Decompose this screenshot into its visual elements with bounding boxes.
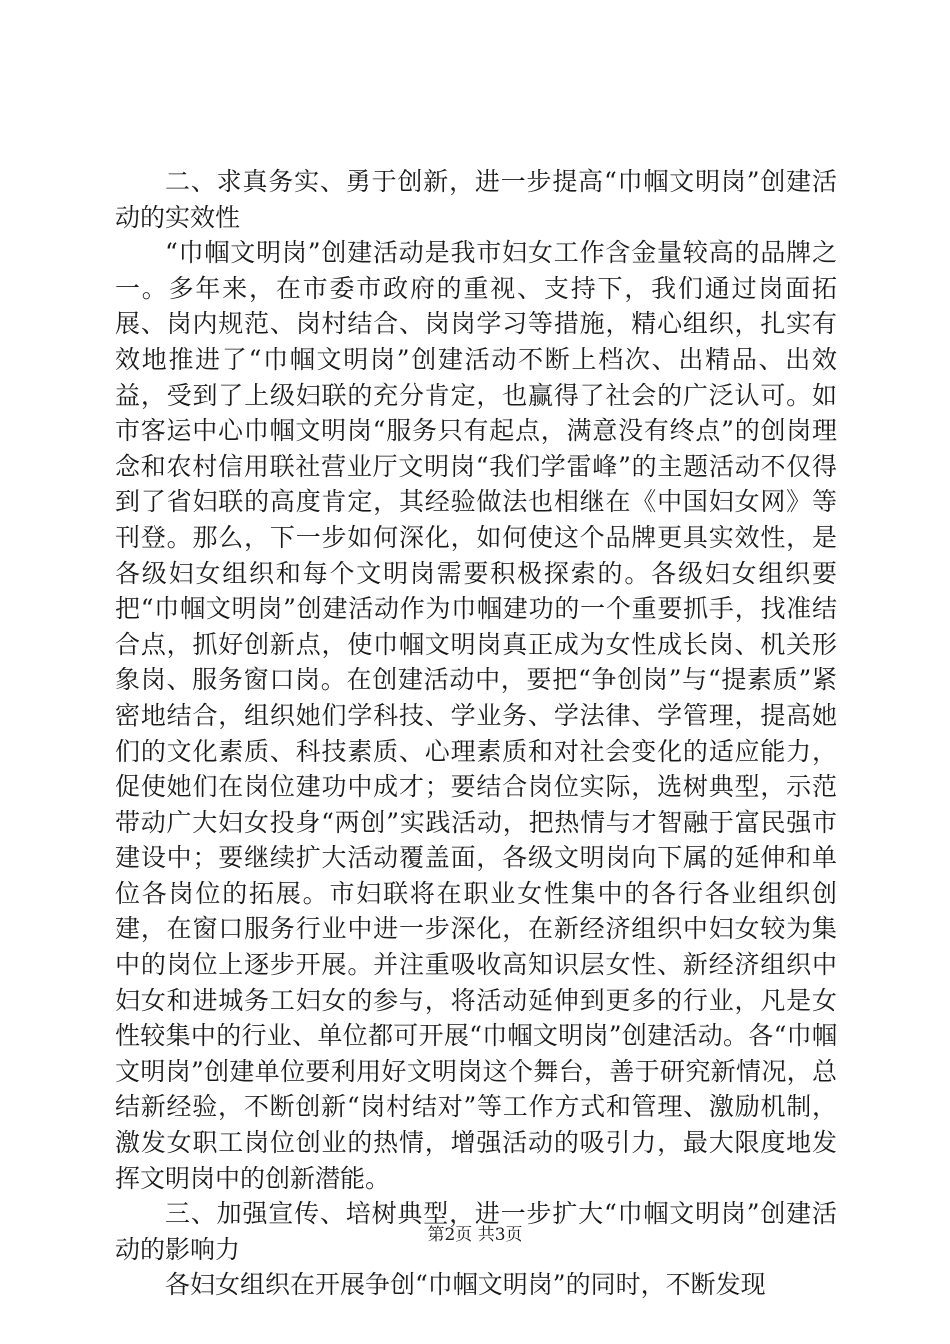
body-paragraph: “巾帼文明岗”创建活动是我市妇女工作含金量较高的品牌之一。多年来，在市委市政府的重视、支持下，我们通过岗面拓展、岗内规范、岗村结合、岗岗学习等措施，精心组织，扎实有效地推进了“巾帼文明岗”创建活动不断上档次、出精品、出效益，受到了上级妇联的充分肯定，也赢得了社会的广泛认可。如市客运中心巾帼文明岗“服务只有起点，满意没有终点”的创岗理念和农村信用联社营业厅文明岗“我们学雷峰”的主题活动不仅得到了省妇联的高度肯定，其经验做法也相继在《中国妇女网》等刊登。那么，下一步如何深化，如何使这个品牌更具实效性，是各级妇女组织和每个文明岗需要积极探索的。各级妇女组织要把“巾帼文明岗”创建活动作为巾帼建功的一个重要抓手，找准结合点，抓好创新点，使巾帼文明岗真正成为女性成长岗、机关形象岗、服务窗口岗。在创建活动中，要把“争创岗”与“提素质”紧密地结合，组织她们学科技、学业务、学法律、学管理，提高她们的文化素质、科技素质、心理素质和对社会变化的适应能力，促使她们在岗位建功中成才；要结合岗位实际，选树典型，示范带动广大妇女投身“两创”实践活动，把热情与才智融于富民强市建设中；要继续扩大活动覆盖面，各级文明岗向下属的延伸和单位各岗位的拓展。市妇联将在职业女性集中的各行各业组织创建，在窗口服务行业中进一步深化，在新经济组织中妇女较为集中的岗位上逐步开展。并注重吸收高知识层女性、新经济组织中妇女和进城务工妇女的参与，将活动延伸到更多的行业，凡是女性较集中的行业、单位都可开展“巾帼文明岗”创建活动。各“巾帼文明岗”创建单位要利用好文明岗这个舞台，善于研究新情况，总结新经验，不断创新“岗村结对”等工作方式和管理、激励机制，激发女职工岗位创业的热情，增强活动的吸引力，最大限度地发挥文明岗中的创新潜能。 [115, 238, 837, 1193]
section-heading-three: 三、加强宣传、培树典型，进一步扩大“巾帼文明岗”创建活动的影响力 [115, 1199, 837, 1264]
body-paragraph-continued: 各妇女组织在开展争创“巾帼文明岗”的同时，不断发现 [165, 1270, 766, 1300]
page-footer: 第2页 共3页 [427, 1225, 523, 1245]
document-body [115, 164, 837, 1303]
section-heading-two: 二、求真务实、勇于创新，进一步提高“巾帼文明岗”创建活动的实效性 [115, 167, 837, 232]
